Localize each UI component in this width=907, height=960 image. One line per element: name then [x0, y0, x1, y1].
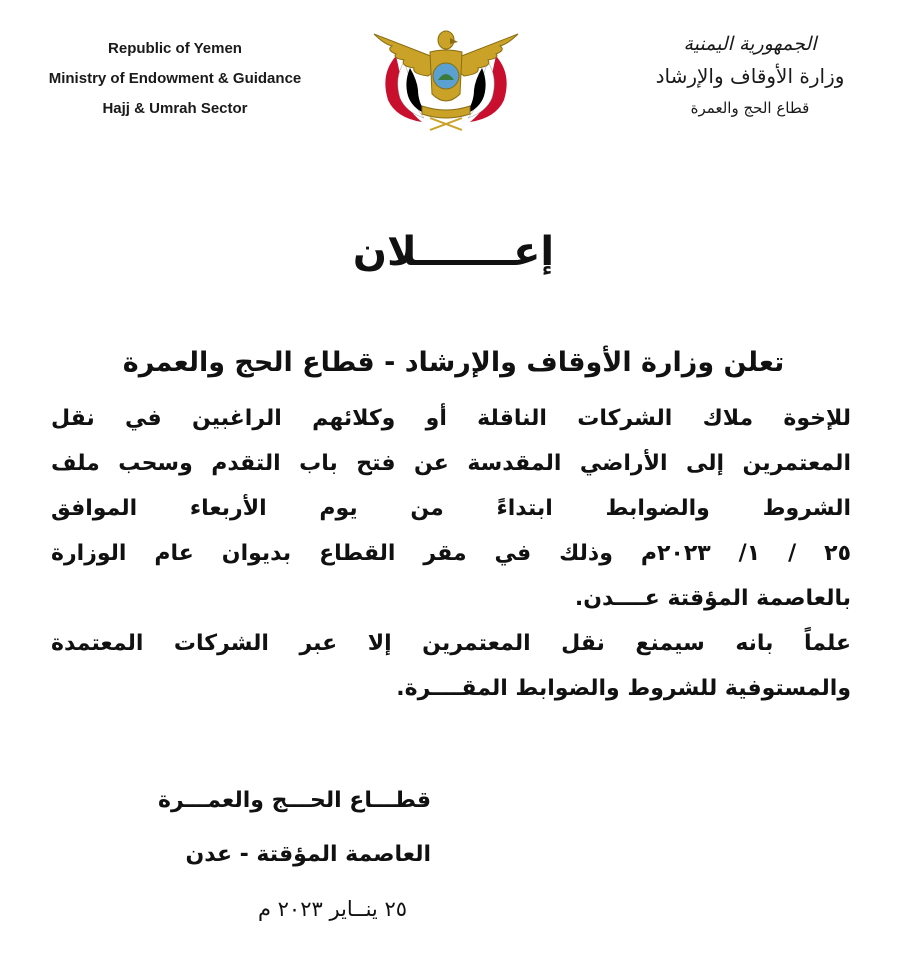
- body-line: ٢٥ / ١/ ٢٠٢٣م وذلك في مقر القطاع بديوان عام الوزارة: [51, 541, 851, 566]
- announcement-title: إعـــــــلان: [352, 229, 555, 275]
- signature-sector: قطـــاع الحـــج والعمـــرة: [158, 788, 431, 813]
- header-ar-country: الجمهورية اليمنية: [683, 33, 817, 55]
- signature-city: العاصمة المؤقتة - عدن: [185, 842, 431, 867]
- body-line: الشروط والضوابط ابتداءً من يوم الأربعاء الموافق: [51, 496, 851, 521]
- signature-block: [111, 774, 431, 936]
- header-en-sector: Hajj & Umrah Sector: [102, 100, 248, 117]
- signature-date: ٢٥ ينــاير ٢٠٢٣ م: [257, 897, 407, 921]
- announcement-subtitle: تعلن وزارة الأوقاف والإرشاد - قطاع الحج والعمرة: [122, 347, 785, 378]
- body-line: للإخوة ملاك الشركات الناقلة أو وكلائهم الراغبين في نقل: [51, 406, 851, 431]
- header-en-country: Republic of Yemen: [108, 40, 242, 57]
- announcement-body: [51, 396, 851, 711]
- body-line: علماً بانه سيمنع نقل المعتمرين إلا عبر الشركات المعتمدة: [51, 631, 851, 656]
- body-line: المعتمرين إلى الأراضي المقدسة عن فتح باب التقدم وسحب ملف: [51, 451, 851, 476]
- header-arabic: [635, 28, 865, 124]
- header-ar-sector: قطاع الحج والعمرة: [690, 99, 810, 117]
- body-line: بالعاصمة المؤقتة عــــدن.: [574, 586, 851, 611]
- header-english: [40, 34, 310, 124]
- header-en-ministry: Ministry of Endowment & Guidance: [48, 70, 302, 87]
- yemen-eagle-emblem-icon: [366, 22, 526, 134]
- body-line: والمستوفية للشروط والضوابط المقــــرة.: [396, 676, 851, 701]
- header-ar-ministry: وزارة الأوقاف والإرشاد: [655, 64, 845, 88]
